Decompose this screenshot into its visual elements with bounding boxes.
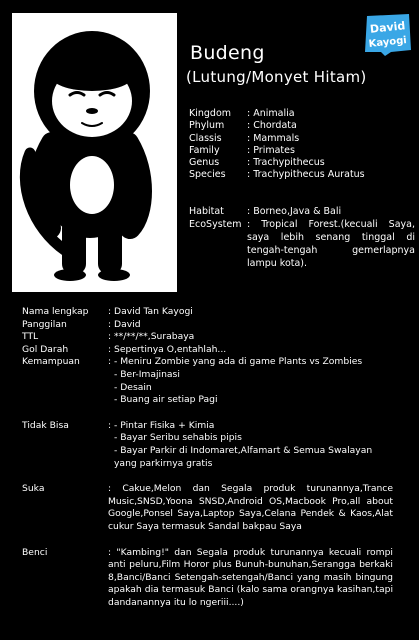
list-item: - Bayar Seribu sehabis pipis	[114, 432, 242, 444]
taxonomy-key: Kingdom	[189, 108, 232, 119]
benci-value: : "Kambing!" dan Segala produk turunannya kecuali rompi anti peluru,Film Horor plus Bunuh-bunuhan,Serangga berkaki 8,Banci/Banci Setengah-setengah/Banci yang masih bingung apakah dia termasuk Banci (kalo sama orangnya kasihan,tapi dandanannya itu lo ngeriii....)	[108, 546, 393, 608]
tidakbisa-key: Tidak Bisa	[22, 419, 69, 431]
ttl-key: TTL	[22, 331, 39, 343]
panggilan-key: Panggilan	[22, 318, 67, 330]
list-item: - Ber-Imajinasi	[114, 368, 180, 380]
nama-value: : David Tan Kayogi	[108, 306, 193, 317]
taxonomy-key: Family	[189, 144, 220, 156]
monkey-illustration	[12, 13, 177, 292]
benci-key: Benci	[22, 546, 48, 558]
taxonomy-key: Phylum	[189, 120, 225, 132]
animal-subtitle: (Lutung/Monyet Hitam)	[186, 68, 367, 86]
goldarah-value: : Sepertinya O,entahlah...	[108, 343, 227, 355]
suka-row	[22, 483, 393, 533]
panggilan-row	[22, 319, 393, 332]
kemampuan-row	[22, 356, 393, 406]
list-item: - Buang air setiap Pagi	[114, 394, 218, 406]
taxonomy-value: : Primates	[247, 144, 295, 156]
kemampuan-list	[108, 356, 393, 406]
list-item: - Bayar Parkir di Indomaret,Alfamart & Semua Swalayan yang parkirnya gratis	[114, 444, 373, 469]
taxonomy-row	[189, 120, 365, 132]
ttl-value: : **/**/**,Surabaya	[108, 331, 195, 343]
suka-key: Suka	[22, 483, 45, 495]
taxonomy-row	[189, 169, 365, 181]
ecosystem-value: : Tropical Forest.(kecuali Saya, saya lebih senang tinggal di tengah-tengah gemerlapnya lampu kota).	[247, 219, 415, 269]
tidakbisa-row	[22, 420, 393, 470]
taxonomy-key: Genus	[189, 157, 220, 169]
taxonomy-row	[189, 108, 365, 120]
ttl-row	[22, 331, 393, 344]
taxonomy-row	[189, 145, 365, 157]
taxonomy-key: Classis	[189, 132, 222, 144]
kemampuan-key: Kemampuan	[22, 356, 80, 368]
taxonomy-key: Species	[189, 169, 226, 181]
nama-row	[22, 306, 393, 319]
taxonomy-value: : Animalia	[247, 108, 295, 119]
taxonomy-value: : Trachypithecus Auratus	[247, 169, 365, 181]
ecosystem-key: EcoSystem	[189, 219, 242, 230]
profile-section	[22, 306, 393, 609]
taxonomy-value: : Trachypithecus	[247, 157, 325, 169]
suka-value: : Cakue,Melon dan Segala produk turunannya,Trance Music,SNSD,Yoona SNSD,Android OS,Macbook Pro,all about Google,Ponsel Saya,Laptop Saya,Celana Pendek & Kaos,Alat cukur Saya termasuk Sandal bakpau Saya	[108, 483, 393, 532]
panggilan-value: : David	[108, 318, 141, 330]
taxonomy-row	[189, 133, 365, 145]
habitat-key: Habitat	[189, 206, 224, 217]
taxonomy-table	[189, 108, 365, 182]
svg-text:David: David	[369, 19, 406, 36]
list-item: - Desain	[114, 381, 152, 393]
ecosystem-row	[189, 218, 415, 270]
taxonomy-value: : Chordata	[247, 120, 297, 132]
benci-row	[22, 547, 393, 610]
svg-text:Kayogi: Kayogi	[368, 35, 408, 50]
taxonomy-row	[189, 157, 365, 169]
taxonomy-value: : Mammals	[247, 132, 300, 144]
nama-key: Nama lengkap	[22, 306, 89, 317]
habitat-value: : Borneo,Java & Bali	[247, 206, 342, 217]
david-kayogi-logo	[361, 12, 413, 56]
habitat-section	[189, 205, 415, 270]
animal-name: Budeng	[190, 42, 265, 64]
habitat-row	[189, 205, 415, 218]
goldarah-row	[22, 344, 393, 357]
list-item: : - Meniru Zombie yang ada di game Plants vs Zombies	[108, 356, 363, 368]
tidakbisa-list	[108, 420, 393, 470]
list-item: : - Pintar Fisika + Kimia	[108, 419, 215, 431]
goldarah-key: Gol Darah	[22, 343, 69, 355]
